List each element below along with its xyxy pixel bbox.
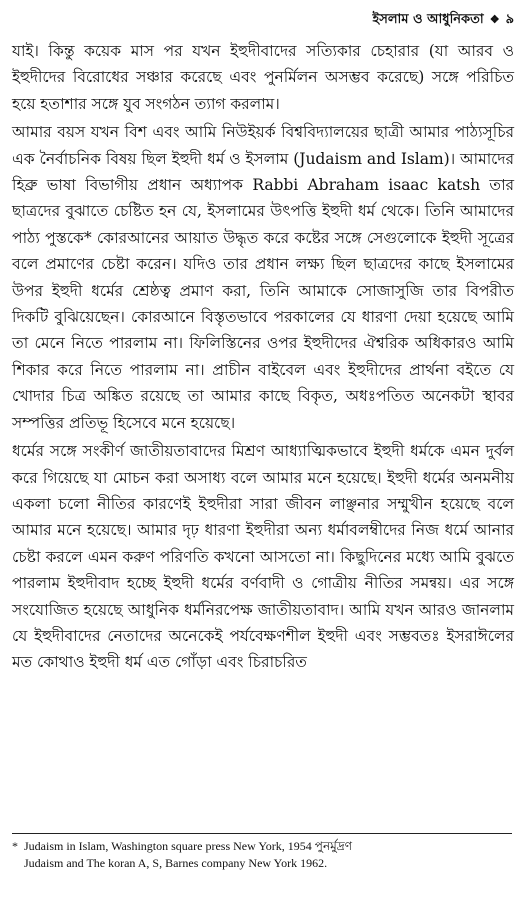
paragraph-2: আমার বয়স যখন বিশ এবং আমি নিউইয়র্ক বিশ্ববিদ্যালয়ের ছাত্রী আমার পাঠ্যসূচির এক নৈর্বাচনিক বিষয় ছিল ইহুদী ধর্ম ও ইসলাম (Judaism and Islam)। আমাদের হিব্রু ভাষা বিভাগীয় প্রধান অধ্যাপক Rabbi Abraham isaac katsh তার ছাত্রদের বুঝাতে চেষ্টিত হন যে, ইসলামের উৎপত্তি ইহুদী ধর্ম থেকে। তিনি আমাদের পাঠ্য পুস্তকে* কোরআনের আয়াত উদ্ধৃত করে কষ্টের সঙ্গে সেগুলোকে ইহুদী সূত্রের বলে প্রমাণের চেষ্টা করেন। যদিও তার প্রধান লক্ষ্য ছিল ছাত্রদের কাছে ইসলামের উপর ইহুদী ধর্মের শ্রেষ্ঠত্ব প্রমাণ করা, তিনি আমাকে সোজাসুজি তার বিপরীত দিকটি বুঝিয়েছেন। কোরআনে বিস্তৃতভাবে পরকালের যে ধারণা দেয়া হয়েছে আমি তা মেনে নিতে পারলাম না। ফিলিস্তিনের ওপর ইহুদীদের ঐশ্বরিক অধিকারও আমি শিকার করে নিতে পারলাম না। প্রাচীন বাইবেল এবং ইহুদীদের প্রার্থনা বইতে যে খোদার চিত্র অঙ্কিত রয়েছে তা আমার কাছে বিকৃত, অধঃপতিত অনেকটা স্থাবর সম্পত্তির প্রতিভূ হিসেবে মনে হয়েছে।: [12, 123, 514, 432]
body-text: [12, 38, 514, 676]
ornament-icon: ❖: [489, 13, 500, 26]
running-head-title: ইসলাম ও আধুনিকতা: [372, 12, 484, 27]
footnote-divider: [12, 833, 512, 834]
footnote-mark: *: [12, 839, 18, 853]
paragraph-1: যাই। কিন্তু কয়েক মাস পর যখন ইহুদীবাদের সত্যিকার চেহারার (যা আরব ও ইহুদীদের বিরোধের সঞ্চার করেছে এবং পুনর্মিলন অসম্ভব করেছে) সঙ্গে পরিচিত হয়ে হতাশার সঙ্গে যুব সংগঠন ত্যাগ করলাম।: [12, 42, 514, 113]
footnote-line-2: Judaism and The koran A, S, Barnes company New York 1962.: [24, 856, 328, 870]
running-head: [12, 10, 514, 32]
page-number: ৯: [505, 12, 514, 27]
paragraph-3: ধর্মের সঙ্গে সংকীর্ণ জাতীয়তাবাদের মিশ্রণ আধ্যাত্মিকভাবে ইহুদী ধর্মকে এমন দুর্বল করে গিয়েছে যা মোচন করা অসাধ্য বলে আমার মনে হয়েছে। ইহুদী ধর্মের অনমনীয় একলা চলো নীতির কারণেই ইহুদীরা সারা জীবন লাঞ্ছনার সম্মুখীন হয়েছে বলে আমার মনে হয়েছে। আমার দৃঢ় ধারণা ইহুদীরা অন্য ধর্মাবলম্বীদের নিজ ধর্মে আনার চেষ্টা করলে এমন করুণ পরিণতি কখনো আসতো না। কিছুদিনের মধ্যে আমি বুঝতে পারলাম ইহুদীবাদ হচ্ছে ইহুদী ধর্মের বর্ণবাদী ও গোত্রীয় নীতির সমন্বয়। এর সঙ্গে সংযোজিত হয়েছে আধুনিক ধর্মনিরপেক্ষ জাতীয়তাবাদ। আমি যখন আরও জানলাম যে ইহুদীবাদের নেতাদের অনেকেই পর্যবেক্ষণশীল ইহুদী এবং সম্ভবতঃ ইসরাঈলের মত কোথাও ইহুদী ধর্ম এত গোঁড়া এবং চিরাচরিত: [12, 442, 515, 672]
footnote-line-1: Judaism in Islam, Washington square press New York, 1954 পুনর্মুদ্রণ: [24, 839, 352, 853]
footnote: [12, 838, 512, 872]
